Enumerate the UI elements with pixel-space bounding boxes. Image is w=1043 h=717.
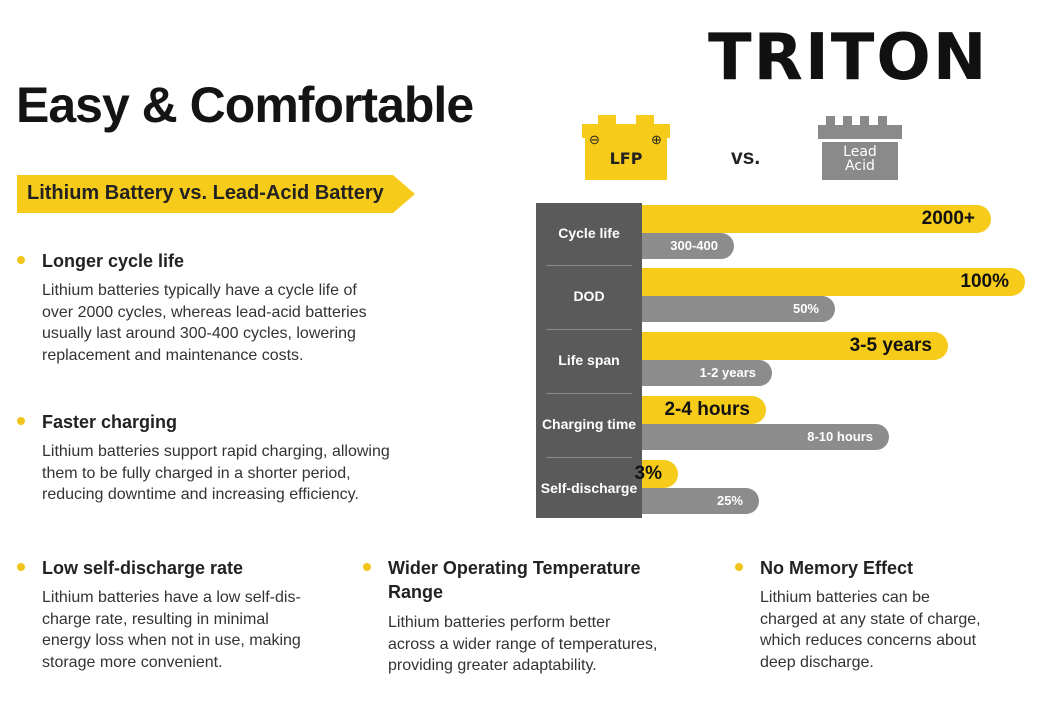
lfp-bar-value: 2-4 hours bbox=[664, 399, 750, 420]
lead-acid-bar bbox=[642, 296, 835, 322]
feature-body bbox=[42, 441, 390, 506]
lfp-bar-value: 3% bbox=[634, 463, 662, 484]
feature-line: deep discharge. bbox=[760, 653, 874, 671]
bullet-dot bbox=[17, 563, 25, 571]
feature-faster-charging bbox=[17, 410, 447, 510]
category-label: Self-discharge bbox=[540, 480, 638, 496]
feature-line: Lithium batteries typically have a cycle life of bbox=[42, 282, 357, 299]
feature-low-self-discharge bbox=[17, 556, 347, 681]
lead-acid-bar-value: 1-2 years bbox=[699, 365, 756, 380]
feature-line: which reduces concerns about bbox=[760, 632, 977, 649]
feature-line: across a wider range of temperatures, bbox=[388, 635, 658, 653]
lfp-label: LFP bbox=[609, 149, 643, 168]
vs-label: vs. bbox=[731, 146, 761, 169]
lead-acid-bar bbox=[642, 424, 889, 450]
lfp-bar bbox=[642, 205, 991, 233]
minus-terminal-icon: ⊖ bbox=[589, 132, 600, 147]
lead-acid-battery-icon bbox=[818, 116, 902, 180]
bullet-dot bbox=[17, 256, 25, 264]
ribbon-title: Lithium Battery vs. Lead-Acid Battery bbox=[27, 182, 384, 204]
category-label: Life span bbox=[558, 352, 620, 368]
lead-acid-bar-value: 25% bbox=[716, 493, 743, 508]
feature-title: Faster charging bbox=[42, 412, 178, 432]
feature-line: reducing downtime and increasing efficiency. bbox=[42, 486, 359, 503]
lead-acid-bar-value: 50% bbox=[792, 301, 819, 316]
feature-line: charge rate, resulting in minimal bbox=[42, 610, 269, 628]
feature-title: No Memory Effect bbox=[760, 558, 914, 578]
lfp-bar bbox=[634, 460, 678, 488]
feature-line: Lithium batteries can be bbox=[760, 589, 930, 606]
category-divider bbox=[546, 265, 632, 266]
feature-line: charged at any state of charge, bbox=[760, 610, 981, 628]
feature-line: Lithium batteries perform better bbox=[388, 614, 611, 631]
category-divider bbox=[546, 329, 632, 330]
bullet-dot bbox=[363, 563, 371, 571]
category-label: DOD bbox=[573, 288, 605, 304]
lead-acid-bar bbox=[642, 360, 772, 386]
feature-body bbox=[42, 587, 301, 673]
page-headline: Easy & Comfortable bbox=[16, 77, 474, 133]
brand-logo: TRITON bbox=[708, 21, 989, 95]
category-label: Charging time bbox=[541, 416, 637, 432]
lfp-bar-value: 2000+ bbox=[921, 208, 975, 229]
lfp-bar-value: 100% bbox=[960, 271, 1009, 292]
feature-line: replacement and maintenance costs. bbox=[42, 346, 304, 364]
lead-acid-bar bbox=[642, 488, 759, 514]
bullet-dot bbox=[735, 563, 743, 571]
feature-line: them to be fully charged in a shorter period, bbox=[42, 464, 351, 482]
category-divider bbox=[546, 393, 632, 394]
lfp-bar bbox=[642, 396, 766, 424]
feature-wider-temperature-range bbox=[363, 556, 703, 681]
feature-line: providing greater adaptability. bbox=[388, 657, 597, 674]
feature-title-line: Range bbox=[388, 582, 444, 602]
lfp-bar-value: 3-5 years bbox=[849, 335, 932, 356]
lfp-bar bbox=[642, 268, 1025, 296]
feature-no-memory-effect bbox=[735, 556, 1035, 681]
feature-line: energy loss when not in use, making bbox=[42, 632, 301, 649]
lead-acid-label-line: Acid bbox=[845, 158, 875, 174]
category-panel bbox=[536, 203, 642, 518]
feature-title: Low self-discharge rate bbox=[42, 558, 244, 578]
feature-title-line: Wider Operating Temperature bbox=[388, 558, 641, 578]
lead-acid-bar bbox=[642, 233, 734, 259]
feature-body bbox=[388, 612, 657, 677]
category-divider bbox=[546, 457, 632, 458]
feature-longer-cycle-life bbox=[17, 249, 437, 369]
feature-title bbox=[388, 556, 641, 604]
lead-acid-bar-value: 300-400 bbox=[670, 238, 718, 253]
feature-body bbox=[760, 587, 981, 673]
category-label: Cycle life bbox=[558, 225, 620, 241]
feature-title: Longer cycle life bbox=[42, 251, 185, 271]
bullet-dot bbox=[17, 417, 25, 425]
lead-acid-label bbox=[822, 145, 898, 173]
feature-line: storage more convenient. bbox=[42, 653, 223, 671]
feature-line: Lithium batteries have a low self-dis- bbox=[42, 589, 301, 606]
feature-line: usually last around 300-400 cycles, lowering bbox=[42, 325, 356, 342]
lead-acid-bar-value: 8-10 hours bbox=[807, 429, 873, 444]
lfp-battery-icon bbox=[582, 112, 670, 180]
feature-line: over 2000 cycles, whereas lead-acid batteries bbox=[42, 303, 367, 321]
section-ribbon bbox=[17, 175, 415, 213]
lead-acid-label-line: Lead bbox=[843, 144, 877, 160]
feature-body bbox=[42, 280, 367, 366]
feature-line: Lithium batteries support rapid charging, allowing bbox=[42, 443, 390, 460]
plus-terminal-icon: ⊕ bbox=[651, 132, 662, 147]
lfp-bar bbox=[642, 332, 948, 360]
